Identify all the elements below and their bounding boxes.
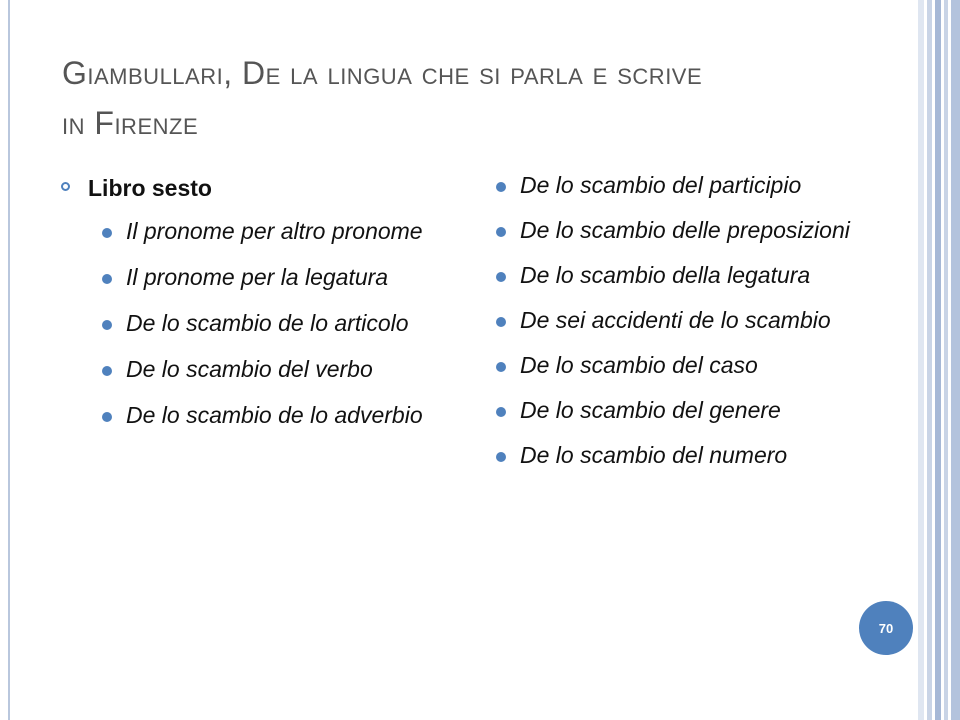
list-item-text: De lo scambio del participio xyxy=(520,172,802,198)
dot-bullet-icon xyxy=(102,412,112,422)
section-heading-text: Libro sesto xyxy=(88,175,212,201)
list-item-text: De lo scambio delle preposizioni xyxy=(520,217,850,243)
list-item-text: De lo scambio de lo adverbio xyxy=(126,402,423,428)
right-bullet-list xyxy=(492,170,872,471)
list-item xyxy=(98,354,428,385)
list-item xyxy=(492,350,872,381)
page-number: 70 xyxy=(878,620,894,636)
list-item xyxy=(492,215,872,246)
list-item xyxy=(98,308,428,339)
page-number-badge xyxy=(859,601,913,655)
dot-bullet-icon xyxy=(102,366,112,376)
dot-bullet-icon xyxy=(496,452,506,462)
list-item-text: De lo scambio della legatura xyxy=(520,262,811,288)
dot-bullet-icon xyxy=(496,272,506,282)
list-item-text: Il pronome per altro pronome xyxy=(126,218,423,244)
left-column xyxy=(58,170,428,446)
dot-bullet-icon xyxy=(496,362,506,372)
dot-bullet-icon xyxy=(496,182,506,192)
list-item xyxy=(492,170,872,201)
right-decorative-stripes xyxy=(918,0,960,720)
dot-bullet-icon xyxy=(496,227,506,237)
list-item-text: De lo scambio del caso xyxy=(520,352,758,378)
title-line-1: Giambullari, De la lingua che si parla e scrive xyxy=(62,55,703,91)
list-item-text: De lo scambio de lo articolo xyxy=(126,310,409,336)
list-item xyxy=(492,440,872,471)
ring-bullet-icon xyxy=(61,182,70,191)
list-item-text: Il pronome per la legatura xyxy=(126,264,389,290)
list-item xyxy=(98,216,428,247)
list-item xyxy=(98,400,428,431)
list-item xyxy=(492,260,872,291)
dot-bullet-icon xyxy=(496,407,506,417)
list-item xyxy=(492,395,872,426)
slide-title xyxy=(62,48,882,148)
dot-bullet-icon xyxy=(496,317,506,327)
title-line-2: in Firenze xyxy=(62,105,199,141)
list-item-text: De lo scambio del verbo xyxy=(126,356,373,382)
list-item-text: De sei accidenti de lo scambio xyxy=(520,307,831,333)
list-item xyxy=(98,262,428,293)
dot-bullet-icon xyxy=(102,320,112,330)
left-bullet-list xyxy=(98,216,428,431)
list-item-text: De lo scambio del numero xyxy=(520,442,788,468)
section-heading xyxy=(58,172,428,204)
right-column xyxy=(492,170,872,485)
list-item xyxy=(492,305,872,336)
dot-bullet-icon xyxy=(102,274,112,284)
list-item-text: De lo scambio del genere xyxy=(520,397,781,423)
dot-bullet-icon xyxy=(102,228,112,238)
left-border-line xyxy=(8,0,10,720)
